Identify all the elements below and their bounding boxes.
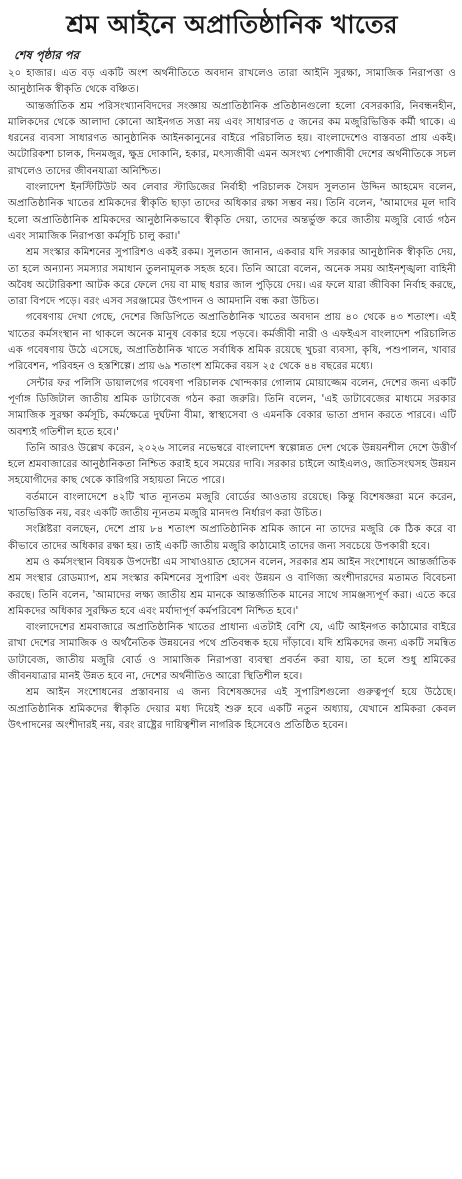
paragraph: বর্তমানে বাংলাদেশে ৪২টি খাত ন্যূনতম মজুরি বোর্ডের আওতায় রয়েছে। কিন্তু বিশেষজ্ঞরা মনে করেন, খাতভিত্তিক নয়, বরং একটি জাতীয় ন্যূনতম মজুরি মানদণ্ড নির্ধারণ করা উচিত। <box>8 491 456 520</box>
article-headline: শ্রম আইনে অপ্রাতিষ্ঠানিক খাতের <box>66 10 398 39</box>
article-body <box>8 66 456 734</box>
paragraph: সেন্টার ফর পলিসি ডায়ালগের গবেষণা পরিচালক খোন্দকার গোলাম মোয়াজ্জেম বলেন, দেশের জন্য একটি পূর্ণাঙ্গ ডিজিটাল জাতীয় শ্রমিক ডাটাবেজ গঠন করা জরুরি। তিনি বলেন, 'এই ডাটাবেজের মাধ্যমে সরকার সামাজিক সুরক্ষা কর্মসূচি, কর্মক্ষেত্রে দুর্ঘটনা বীমা, স্বাস্থ্যসেবা ও এমনকি বেকার ভাতা প্রদান করতে পারবে। এটি অবশ্যই গতিশীল হতে হবে।' <box>8 377 456 438</box>
paragraph: ২০ হাজার। এত বড় একটি অংশ অর্থনীতিতে অবদান রাখলেও তারা আইনি সুরক্ষা, সামাজিক নিরাপত্তা ও আনুষ্ঠানিক স্বীকৃতি থেকে বঞ্চিত। <box>8 68 456 96</box>
paragraph: শ্রম সংস্কার কমিশনের সুপারিশও একই রকম। সুলতান জানান, একবার যদি সরকার আনুষ্ঠানিক স্বীকৃতি দেয়, তা হলে অন্যান্য সমস্যার সমাধান তুলনামূলক সহজ হবে। তিনি আরো বলেন, অনেক সময় আইনশৃঙ্খলা বাহিনী অবৈধ অটোরিকশা আটক করে ফেলে দেয় বা মাছ ধরার জাল পুড়িয়ে দেয়। এর ফলে যারা জীবিকা নির্বাহ করছে, তারা বিপদে পড়ে। বরং এসব সরঞ্জামের উৎপাদন ও আমদানি বন্ধ করা উচিত। <box>8 247 456 308</box>
paragraph: বাংলাদেশ ইনস্টিটিউট অব লেবার স্টাডিজের নির্বাহী পরিচালক সৈয়দ সুলতান উদ্দিন আহমেদ বলেন, অপ্রাতিষ্ঠানিক খাতের শ্রমিকদের স্বীকৃতি ছাড়া তাদের অধিকার রক্ষা সম্ভব নয়। তিনি বলেন, 'আমাদের মূল দাবি হলো অপ্রাতিষ্ঠানিক শ্রমিকদের আনুষ্ঠানিকভাবে স্বীকৃতি দেয়া, তাদের অন্তর্ভুক্ত করে জাতীয় মজুরি বোর্ড গঠন এবং সামাজিক নিরাপত্তা কর্মসূচি চালু করা।' <box>8 182 456 242</box>
paragraph: গবেষণায় দেখা গেছে, দেশের জিডিপিতে অপ্রাতিষ্ঠানিক খাতের অবদান প্রায় ৪০ থেকে ৪৩ শতাংশ। এই খাতের কর্মসংস্থান না থাকলে অনেক মানুষ বেকার হয়ে পড়বে। কর্মজীবী নারী ও এফইএস বাংলাদেশ পরিচালিত এক গবেষণায় উঠে এসেছে, অপ্রাতিষ্ঠানিক খাতে সর্বাধিক শ্রমিক রয়েছে খুচরা ব্যবসা, কৃষি, পশুপালন, খাবার পরিবেশন, পরিবহন ও হস্তশিল্পে। প্রায় ৬৯ শতাংশ শ্রমিকের বয়স ২৫ থেকে ৪৪ বছরের মধ্যে। <box>8 312 456 373</box>
paragraph: বাংলাদেশের শ্রমবাজারে অপ্রাতিষ্ঠানিক খাতের প্রাধান্য এতটাই বেশি যে, এটি আইনগত কাঠামোর বাইরে রাখা দেশের সামাজিক ও অর্থনৈতিক উন্নয়নের পথে প্রতিবন্ধক হয়ে দাঁড়াবে। যদি শ্রমিকদের জন্য একটি সমন্বিত ডাটাবেজ, জাতীয় মজুরি বোর্ড ও সামাজিক নিরাপত্তা ব্যবস্থা প্রবর্তন করা যায়, তা হলে শুধু শ্রমিকের জীবনযাত্রার মানই উন্নত হবে না, দেশের অর্থনীতিও আরো স্থিতিশীল হবে। <box>8 622 456 682</box>
continued-from-label: শেষ পৃষ্ঠার পর <box>14 48 79 62</box>
paragraph: সংশ্লিষ্টরা বলছেন, দেশে প্রায় ৮৪ শতাংশ অপ্রাতিষ্ঠানিক শ্রমিক জানে না তাদের মজুরি কে ঠিক করে বা কীভাবে তাদের অধিকার রক্ষা হয়। তাই একটি জাতীয় মজুরি কাঠামোই তাদের জন্য সবচেয়ে উপকারী হবে। <box>8 524 456 552</box>
paragraph: তিনি আরও উল্লেখ করেন, ২০২৬ সালের নভেম্বরে বাংলাদেশ স্বল্পোন্নত দেশ থেকে উন্নয়নশীল দেশে উত্তীর্ণ হলে শ্রমবাজারের আনুষ্ঠানিকতা নিশ্চিত করাই হবে সময়ের দাবি। সরকার চাইলে আইএলও, জাতিসংঘসহ উন্নয়ন সহযোগীদের কাছ থেকে কারিগরি সহায়তা নিতে পারে। <box>8 442 456 487</box>
paragraph: শ্রম ও কর্মসংস্থান বিষয়ক উপদেষ্টা এম সাখাওয়াত হোসেন বলেন, সরকার শ্রম আইন সংশোধনে আন্তর্জাতিক শ্রম সংস্থার রোডম্যাপ, শ্রম সংস্কার কমিশনের সুপারিশ এবং উন্নয়ন ও বাণিজ্য অংশীদারদের মতামত বিবেচনা করছে। তিনি বলেন, 'আমাদের লক্ষ্য জাতীয় শ্রম মানকে আন্তর্জাতিক মানের সাথে সামঞ্জস্যপূর্ণ করা। এতে করে শ্রমিকদের অধিকার সুরক্ষিত হবে এবং মর্যাদাপূর্ণ কর্মপরিবেশ নিশ্চিত হবে।' <box>8 556 456 617</box>
paragraph: আন্তর্জাতিক শ্রম পরিসংখ্যানবিদদের সংজ্ঞায় অপ্রাতিষ্ঠানিক প্রতিষ্ঠানগুলো হলো বেসরকারি, নিবন্ধনহীন, মালিকদের থেকে আলাদা কোনো আইনগত সত্তা নয় এবং সাধারণত ৫ জনের কম মজুরিভিত্তিক কর্মী থাকে। এ ধরনের ব্যবসা সাধারণত আনুষ্ঠানিক আইনকানুনের বাইরে পরিচালিত হয়। বাংলাদেশেও বাস্তবতা প্রায় একই। অটোরিকশা চালক, দিনমজুর, ক্ষুদ্র দোকানি, হকার, মৎস্যজীবী এমন অসংখ্য পেশাজীবী দেশের অর্থনীতিকে সচল রাখলেও তাদের জীবনযাত্রা অনিশ্চিত। <box>8 100 456 177</box>
news-article <box>0 10 462 1179</box>
paragraph: শ্রম আইন সংশোধনের প্রস্তাবনায় এ জন্য বিশেষজ্ঞদের এই সুপারিশগুলো গুরুত্বপূর্ণ হয়ে উঠেছে। অপ্রাতিষ্ঠানিক শ্রমিকদের স্বীকৃতি দেয়ার মধ্য দিয়েই শুরু হবে একটি নতুন অধ্যায়, যেখানে শ্রমিকরা কেবল উৎপাদনের অংশীদারই নয়, বরং রাষ্ট্রের দায়িত্বশীল নাগরিক হিসেবেও প্রতিষ্ঠিত হবেন। <box>8 687 456 731</box>
